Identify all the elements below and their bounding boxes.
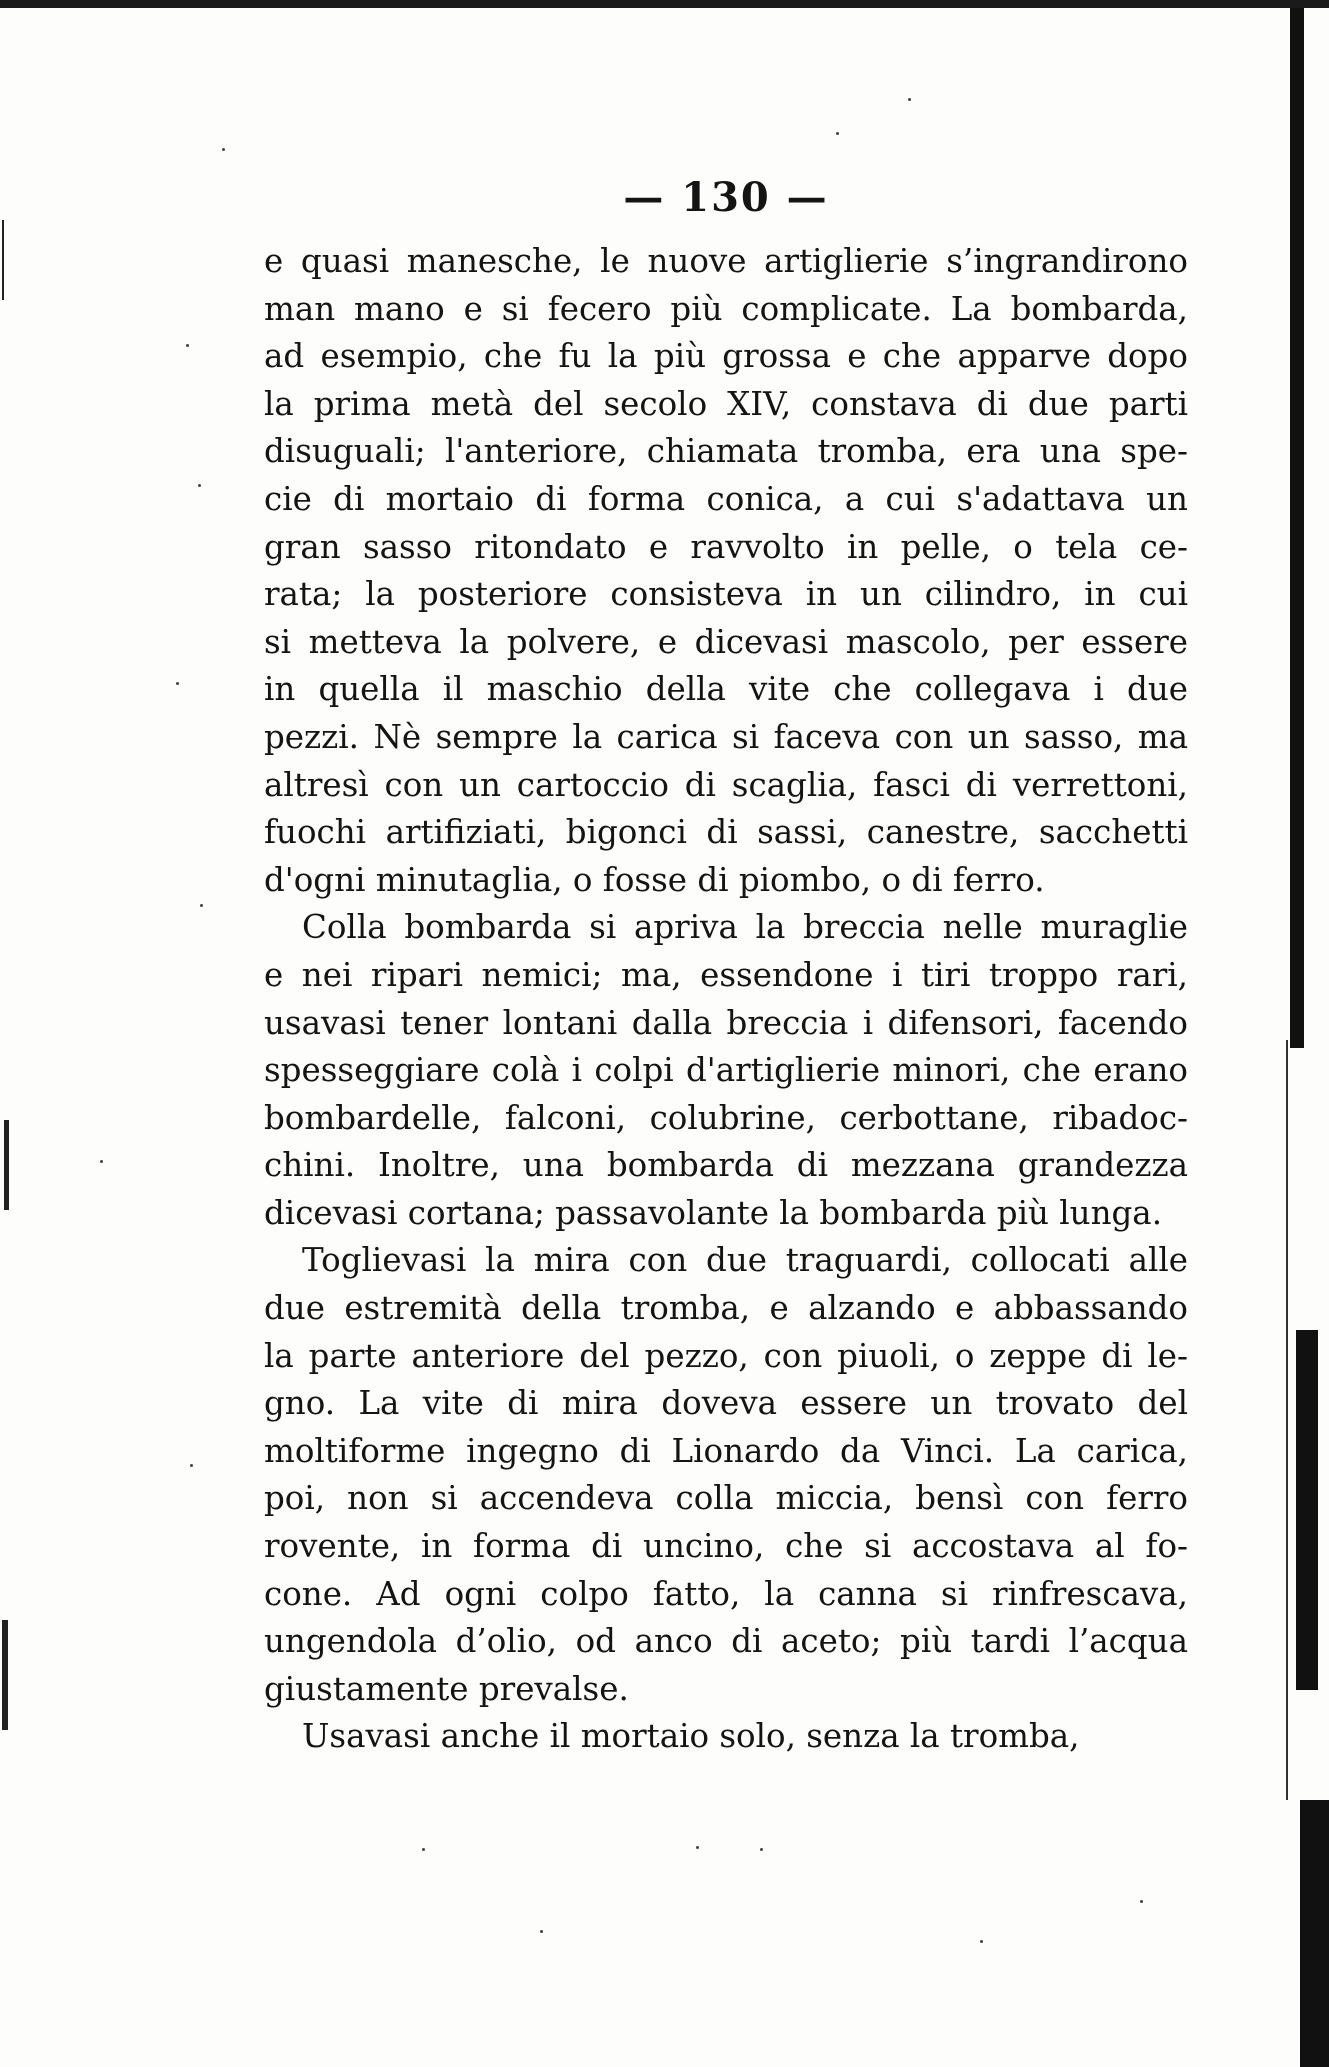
scan-speck xyxy=(186,344,189,347)
scan-right-edge xyxy=(1296,1330,1318,1690)
scan-top-border xyxy=(0,0,1329,8)
paragraph xyxy=(264,1237,1188,1713)
text-line: d'ogni minutaglia, o fosse di piombo, o di ferro. xyxy=(264,860,1045,899)
text-line: ad esempio, che fu la più grossa e che apparve dopo xyxy=(264,337,1188,376)
paragraph xyxy=(264,1713,1188,1761)
paragraph xyxy=(264,904,1188,1237)
text-line: usavasi tener lontani dalla breccia i difensori, facendo xyxy=(264,1003,1188,1042)
text-line: bombardelle, falconi, colubrine, cerbottane, ribadoc- xyxy=(264,1098,1188,1137)
page-number: — 130 — xyxy=(623,174,829,221)
text-line: giustamente prevalse. xyxy=(264,1669,629,1708)
scan-speck xyxy=(980,1940,983,1943)
scan-speck xyxy=(176,682,179,685)
scan-speck xyxy=(198,484,201,487)
text-line: poi, non si accendeva colla miccia, bensì con ferro xyxy=(264,1479,1188,1518)
text-line: e quasi manesche, le nuove artiglierie s’ingrandirono xyxy=(264,242,1188,280)
scan-speck xyxy=(190,1464,193,1467)
text-line: Colla bombarda si apriva la breccia nelle muraglie xyxy=(302,908,1188,947)
scan-right-edge-line xyxy=(1286,1040,1288,1800)
scan-right-edge xyxy=(1290,8,1304,1048)
text-line: cone. Ad ogni colpo fatto, la canna si rinfrescava, xyxy=(264,1574,1188,1613)
text-line: in quella il maschio della vite che collegava i due xyxy=(264,670,1188,709)
text-line: gno. La vite di mira doveva essere un trovato del xyxy=(264,1384,1188,1423)
scan-speck xyxy=(200,904,203,907)
scan-left-mark xyxy=(2,1620,8,1730)
text-line: due estremità della tromba, e alzando e abbassando xyxy=(264,1289,1188,1328)
text-line: la parte anteriore del pezzo, con piuoli, o zeppe di le- xyxy=(264,1336,1188,1375)
text-line: rata; la posteriore consisteva in un cilindro, in cui xyxy=(264,575,1188,614)
scan-speck xyxy=(836,132,839,135)
book-page xyxy=(264,170,1188,1761)
text-line: chini. Inoltre, una bombarda di mezzana grandezza xyxy=(264,1146,1188,1185)
text-line: man mano e si fecero più complicate. La bombarda, xyxy=(264,289,1188,328)
text-line: spesseggiare colà i colpi d'artiglierie minori, che erano xyxy=(264,1051,1188,1090)
paragraph xyxy=(264,238,1188,904)
text-line: dicevasi cortana; passavolante la bombarda più lunga. xyxy=(264,1193,1163,1232)
scan-speck xyxy=(222,148,225,151)
text-line: Usavasi anche il mortaio solo, senza la tromba, xyxy=(302,1717,1080,1756)
scan-left-mark xyxy=(2,220,4,300)
scan-speck xyxy=(422,1848,425,1851)
scan-speck xyxy=(100,1160,103,1163)
scan-speck xyxy=(908,98,911,101)
text-line: rovente, in forma di uncino, che si accostava al fo- xyxy=(264,1527,1188,1566)
text-line: disuguali; l'anteriore, chiamata tromba, era una spe- xyxy=(264,432,1188,471)
text-line: la prima metà del secolo XIV, constava di due parti xyxy=(264,384,1188,423)
page-body xyxy=(264,238,1188,1761)
scan-speck xyxy=(1140,1900,1143,1903)
text-line: cie di mortaio di forma conica, a cui s'adattava un xyxy=(264,479,1188,518)
text-line: Toglievasi la mira con due traguardi, collocati alle xyxy=(302,1241,1188,1280)
text-line: altresì con un cartoccio di scaglia, fasci di verrettoni, xyxy=(264,765,1188,804)
scan-left-mark xyxy=(4,1120,9,1210)
scan-speck xyxy=(760,1848,763,1851)
scan-speck xyxy=(696,1846,699,1849)
text-line: gran sasso ritondato e ravvolto in pelle, o tela ce- xyxy=(264,527,1188,566)
text-line: moltiforme ingegno di Lionardo da Vinci. La carica, xyxy=(264,1431,1188,1470)
scan-right-edge xyxy=(1300,1800,1329,2067)
text-line: pezzi. Nè sempre la carica si faceva con un sasso, ma xyxy=(264,717,1188,756)
text-line: fuochi artifiziati, bigonci di sassi, canestre, sacchetti xyxy=(264,813,1188,852)
text-line: e nei ripari nemici; ma, essendone i tiri troppo rari, xyxy=(264,955,1188,994)
scan-speck xyxy=(540,1930,543,1933)
text-line: si metteva la polvere, e dicevasi mascolo, per essere xyxy=(264,622,1188,661)
text-line: ungendola d’olio, od anco di aceto; più tardi l’acqua xyxy=(264,1622,1188,1661)
